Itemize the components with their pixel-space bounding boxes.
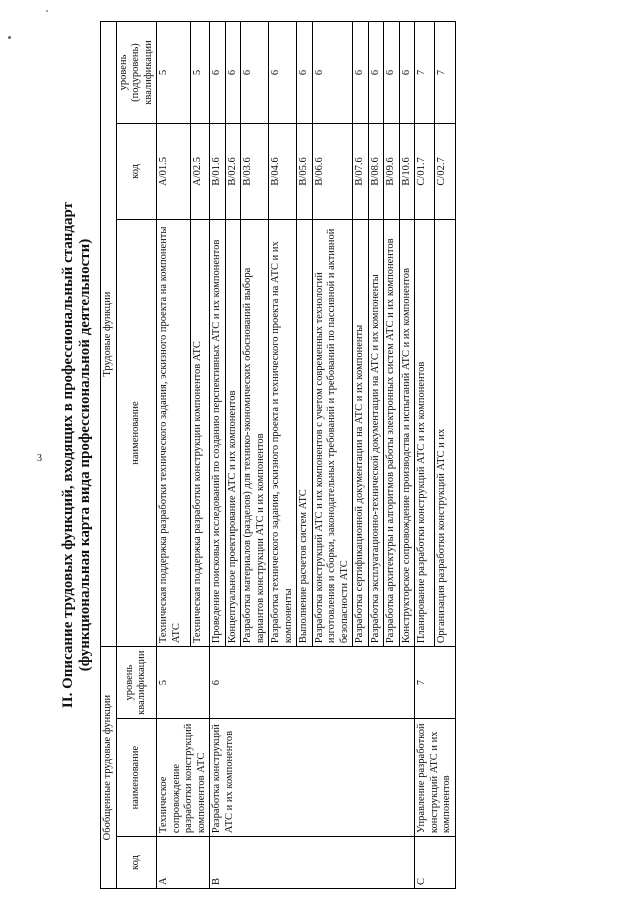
tf-code-cell: C/01.7 <box>415 123 435 219</box>
tf-name-cell: Разработка сертификационной документации на АТС и их компоненты <box>353 219 369 646</box>
tf-code-cell: B/10.6 <box>399 123 415 219</box>
tf-level-cell: 6 <box>210 22 226 124</box>
section-subtitle: (функциональная карта вида профессиональной деятельности) <box>77 238 93 672</box>
header-gen-code: код <box>116 837 157 889</box>
section-title: II. Описание трудовых функций, входящих в профессиональный стандарт <box>60 201 76 709</box>
tf-code-cell: A/01.5 <box>157 123 191 219</box>
header-gen-name: наименование <box>116 719 157 837</box>
table-row <box>415 22 435 889</box>
header-tf-level: уровень (подуровень) квалификации <box>116 22 157 124</box>
tf-code-cell: B/06.6 <box>312 123 353 219</box>
tf-name-cell: Разработка технического задания, эскизного проекта и технического проекта на АТС и их компоненты <box>269 219 297 646</box>
tf-level-cell: 5 <box>191 22 210 124</box>
header-tf-code: код <box>116 123 157 219</box>
tf-code-cell: B/01.6 <box>210 123 226 219</box>
tf-level-cell: 6 <box>384 22 400 124</box>
tf-level-cell: 7 <box>415 22 435 124</box>
tf-name-cell: Конструкторское сопровождение производства и испытаний АТС и их компонентов <box>399 219 415 646</box>
table-row <box>157 22 191 889</box>
tf-name-cell: Выполнение расчетов систем АТС <box>297 219 313 646</box>
tf-code-cell: B/03.6 <box>241 123 269 219</box>
tf-name-cell: Концептуальное проектирование АТС и их компонентов <box>225 219 241 646</box>
tf-level-cell: 6 <box>368 22 384 124</box>
tf-code-cell: C/02.7 <box>435 123 455 219</box>
header-labor-functions: Трудовые функции <box>101 22 117 647</box>
tf-code-cell: B/02.6 <box>225 123 241 219</box>
functional-map-table <box>100 21 456 889</box>
table-row <box>210 22 226 889</box>
tf-level-cell: 6 <box>241 22 269 124</box>
page-number: 3 <box>37 453 42 464</box>
header-gen-level: уровень квалификации <box>116 647 157 719</box>
tf-name-cell: Организация разработки конструкций АТС и их <box>435 219 455 646</box>
gen-code-cell: B <box>210 837 415 889</box>
gen-name-cell: Разработка конструкций АТС и их компонентов <box>210 719 415 837</box>
gen-name-cell: Управление разработкой конструкций АТС и их компонентов <box>415 719 456 837</box>
rotated-page-content <box>60 15 620 895</box>
tf-code-cell: B/08.6 <box>368 123 384 219</box>
tf-code-cell: B/07.6 <box>353 123 369 219</box>
scan-speck <box>8 36 11 39</box>
tf-level-cell: 6 <box>312 22 353 124</box>
tf-name-cell: Техническая поддержка разработки конструкции компонентов АТС <box>191 219 210 646</box>
tf-name-cell: Разработка конструкций АТС и их компонентов с учетом современных технологий изготовления и сборки, законодательных требований и требований по пассивной и активной безопасности АТС <box>312 219 353 646</box>
tf-name-cell: Техническая поддержка разработки технического задания, эскизного проекта на компоненты АТС <box>157 219 191 646</box>
gen-level-cell: 6 <box>210 647 415 719</box>
tf-level-cell: 6 <box>297 22 313 124</box>
tf-code-cell: A/02.5 <box>191 123 210 219</box>
tf-level-cell: 6 <box>269 22 297 124</box>
gen-name-cell: Техническое сопровождение разработки конструкций компонентов АТС <box>157 719 210 837</box>
tf-name-cell: Планирование разработки конструкций АТС и их компонентов <box>415 219 435 646</box>
gen-code-cell: C <box>415 837 456 889</box>
header-generalized-functions: Обобщенные трудовые функции <box>101 647 117 889</box>
tf-name-cell: Проведение поисковых исследований по созданию перспективных АТС и их компонентов <box>210 219 226 646</box>
tf-level-cell: 5 <box>157 22 191 124</box>
tf-code-cell: B/05.6 <box>297 123 313 219</box>
tf-level-cell: 6 <box>399 22 415 124</box>
scan-speck <box>46 10 48 12</box>
gen-code-cell: A <box>157 837 210 889</box>
tf-level-cell: 6 <box>353 22 369 124</box>
header-tf-name: наименование <box>116 219 157 646</box>
tf-level-cell: 7 <box>435 22 455 124</box>
tf-name-cell: Разработка эксплуатационно-технической документации на АТС и их компоненты <box>368 219 384 646</box>
tf-name-cell: Разработка архитектуры и алгоритмов работы электронных систем АТС и их компонентов <box>384 219 400 646</box>
tf-code-cell: B/04.6 <box>269 123 297 219</box>
gen-level-cell: 7 <box>415 647 456 719</box>
tf-level-cell: 6 <box>225 22 241 124</box>
tf-code-cell: B/09.6 <box>384 123 400 219</box>
gen-level-cell: 5 <box>157 647 210 719</box>
tf-name-cell: Разработка материалов (разделов) для технико-экономических обоснований выбора вариантов конструкции АТС и их компонентов <box>241 219 269 646</box>
